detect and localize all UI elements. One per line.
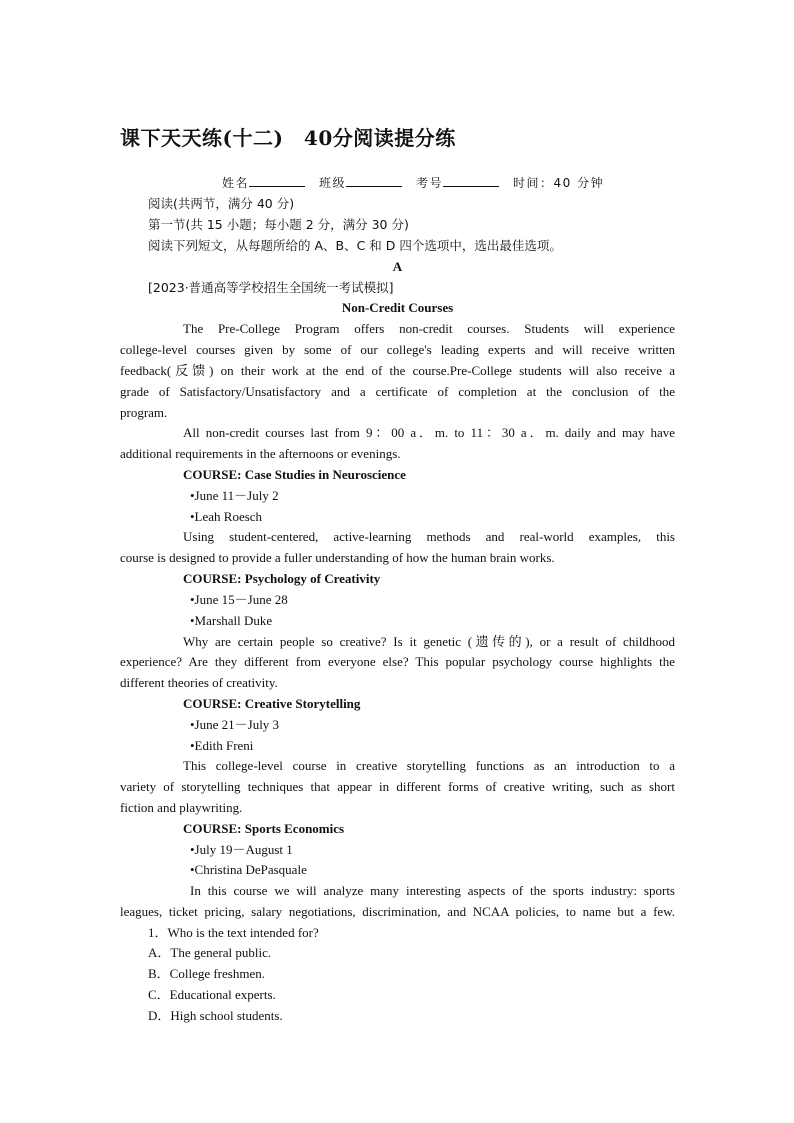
course-description-line: In this course we will analyze many interesting aspects of the sports industry: sports [190, 883, 675, 898]
class-blank[interactable] [346, 174, 402, 187]
course-description-line: leagues, ticket pricing, salary negotiations, discrimination, and NCAA policies, to name but a few. [120, 904, 675, 919]
course-title: COURSE: Psychology of Creativity [183, 571, 381, 586]
course-description-line: This college-level course in creative storytelling functions as an introduction to a [183, 758, 675, 773]
intro-line: The Pre-College Program offers non-credit courses. Students will experience [183, 321, 675, 336]
exam-number-blank[interactable] [443, 174, 499, 187]
answer-option-b[interactable]: B．College freshmen. [148, 966, 265, 981]
passage-letter: A [392, 259, 403, 274]
course-title: COURSE: Case Studies in Neuroscience [183, 467, 406, 482]
answer-option-a[interactable]: A．The general public. [148, 945, 272, 960]
time-limit: 时间：40 分钟 [513, 176, 605, 190]
name-label: 姓名 [222, 176, 250, 190]
course-description-line: fiction and playwriting. [120, 800, 243, 815]
course-dates: •June 11－July 2 [190, 488, 279, 503]
directions: 阅读下列短文，从每题所给的 A、B、C 和 D 四个选项中，选出最佳选项。 [148, 238, 562, 253]
answer-option-d[interactable]: D．High school students. [148, 1008, 283, 1023]
course-instructor: •Christina DePasquale [190, 862, 307, 877]
page-title: 课下天天练(十二) 40分阅读提分练 [120, 126, 456, 150]
intro-line: college-level courses given by some of our college's leading experts and will receive written [120, 342, 675, 357]
course-dates: •July 19－August 1 [190, 842, 293, 857]
course-description-line: Why are certain people so creative? Is it genetic (遗传的), or a result of childhood [183, 634, 675, 649]
course-description-line: experience? Are they different from everyone else? This popular psychology course highlights the [120, 654, 675, 669]
course-title: COURSE: Sports Economics [183, 821, 345, 836]
class-label: 班级 [319, 176, 347, 190]
course-description-line: Using student-centered, active-learning methods and real-world examples, this [183, 529, 675, 544]
question-stem: 1．Who is the text intended for? [148, 925, 319, 940]
course-instructor: •Marshall Duke [190, 613, 273, 628]
name-blank[interactable] [249, 174, 305, 187]
passage-source: [2023·普通高等学校招生全国统一考试模拟] [148, 280, 394, 295]
course-description-line: different theories of creativity. [120, 675, 278, 690]
schedule-line: additional requirements in the afternoons or evenings. [120, 446, 401, 461]
intro-line: grade of Satisfactory/Unsatisfactory and a certificate of completion at the conclusion of the [120, 384, 675, 399]
course-instructor: •Leah Roesch [190, 509, 263, 524]
schedule-line: All non-credit courses last from 9：00 a．m. to 11：30 a．m. daily and may have [183, 425, 675, 440]
intro-line: program. [120, 405, 168, 420]
course-description-line: course is designed to provide a fuller understanding of how the human brain works. [120, 550, 555, 565]
course-dates: •June 21－July 3 [190, 717, 280, 732]
part-one-heading: 第一节(共 15 小题；每小题 2 分，满分 30 分) [148, 217, 409, 232]
intro-line: feedback(反馈) on their work at the end of the course.Pre-College students will also receive a [120, 363, 675, 378]
student-info-row [222, 174, 604, 191]
course-dates: •June 15－June 28 [190, 592, 288, 607]
course-description-line: variety of storytelling techniques that appear in different forms of creative writing, such as short [120, 779, 675, 794]
exam-number-label: 考号 [416, 176, 444, 190]
section-total: 阅读(共两节，满分 40 分) [148, 196, 295, 211]
course-title: COURSE: Creative Storytelling [183, 696, 361, 711]
course-instructor: •Edith Freni [190, 738, 254, 753]
answer-option-c[interactable]: C．Educational experts. [148, 987, 276, 1002]
passage-heading: Non-Credit Courses [341, 300, 454, 315]
